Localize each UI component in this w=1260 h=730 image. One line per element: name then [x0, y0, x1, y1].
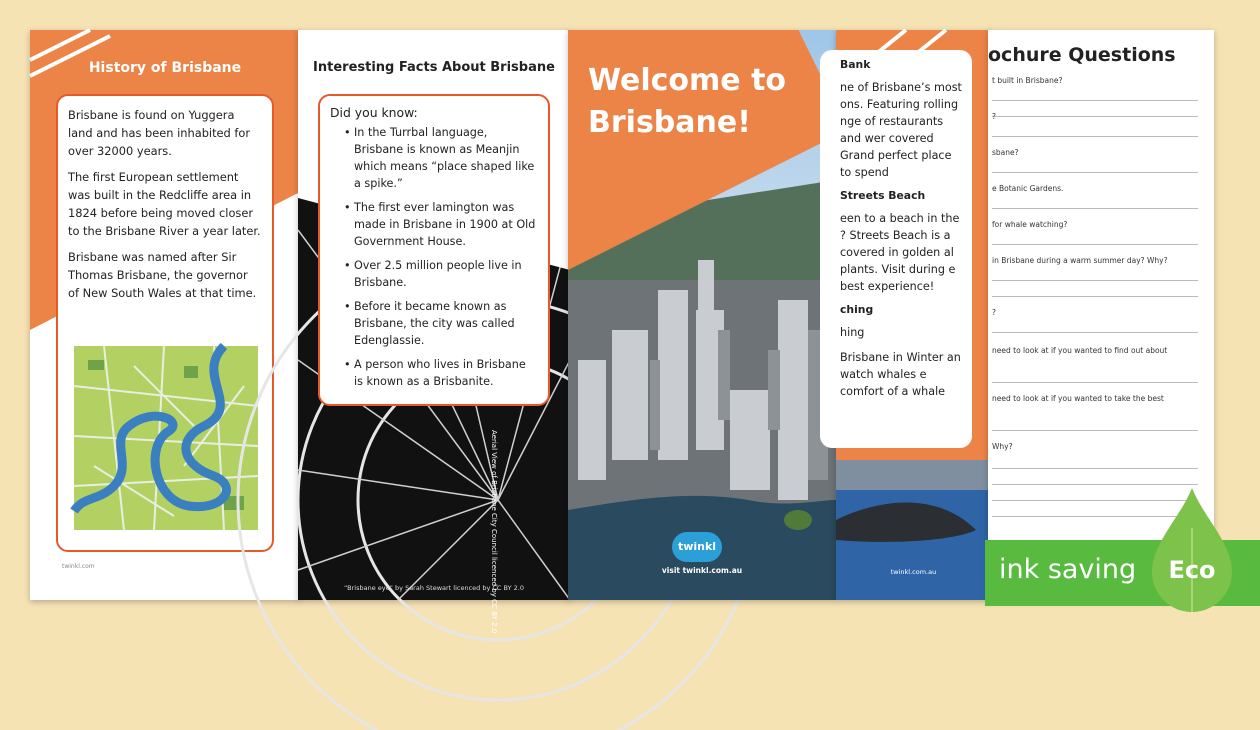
- southbank-card: [820, 50, 972, 448]
- question-text: for whale watching?: [992, 220, 1068, 229]
- history-panel: [30, 30, 300, 600]
- southbank-panel: [836, 30, 991, 600]
- fact-item: • A person who lives in Brisbane is known as a Brisbanite.: [344, 356, 538, 390]
- question-text: Why?: [992, 442, 1013, 451]
- facts-list: [330, 124, 538, 390]
- section-heading: Streets Beach: [840, 189, 926, 202]
- footer-text: twinkl.com: [62, 563, 95, 570]
- answer-line: [992, 382, 1198, 383]
- twinkl-logo: twinkl: [672, 532, 722, 562]
- question-text: e Botanic Gardens.: [992, 184, 1064, 193]
- cover-url: visit twinkl.com.au: [661, 566, 743, 575]
- section-text: een to a beach in the ? Streets Beach is a covered in golden al plants. Visit during e best experience!: [840, 212, 960, 293]
- history-paragraph: Brisbane is found on Yuggera land and has been inhabited for over 32000 years.: [68, 108, 251, 158]
- section-text: ne of Brisbane’s most ons. Featuring rolling nge of restaurants and wer covered Grand perfect place to spend: [840, 81, 962, 179]
- fact-item: • Before it became known as Brisbane, the city was called Edenglassie.: [344, 298, 538, 349]
- facts-panel: [298, 30, 570, 600]
- question-text: need to look at if you wanted to find out about: [992, 346, 1168, 355]
- section-text: Brisbane in Winter an watch whales e comfort of a whale: [840, 351, 961, 398]
- answer-line: [992, 100, 1198, 101]
- fact-item: • Over 2.5 million people live in Brisbane.: [344, 257, 538, 291]
- answer-line: [992, 208, 1198, 209]
- fact-item: • In the Turrbal language, Brisbane is known as Meanjin which means “place shaped like a spike.”: [344, 124, 538, 192]
- facts-heading: Did you know:: [330, 105, 418, 120]
- whale-photo: [836, 460, 991, 600]
- section-heading: Bank: [840, 58, 871, 71]
- cover-title: Welcome to Brisbane!: [588, 63, 787, 140]
- brisbane-map-image: [74, 346, 258, 530]
- questions-title: ochure Questions: [988, 44, 1176, 66]
- ink-saving-label: ink saving: [999, 554, 1137, 585]
- question-text: need to look at if you wanted to take the best: [992, 394, 1164, 403]
- section-heading: ching: [840, 303, 874, 316]
- map-graphic: [74, 346, 258, 530]
- answer-line: [992, 244, 1198, 245]
- question-text: ?: [992, 112, 996, 121]
- answer-line: [992, 296, 1198, 297]
- answer-line: [992, 484, 1198, 485]
- cover-panel: [490, 30, 836, 634]
- question-text: in Brisbane during a warm summer day? Why?: [992, 256, 1168, 265]
- answer-line: [992, 172, 1198, 173]
- answer-line: [992, 468, 1198, 469]
- vertical-credit: Aerial View of Brisbane City Council licenced by CC BY 2.0: [490, 430, 498, 634]
- question-text: t built in Brisbane?: [992, 76, 1063, 85]
- eco-drop-icon: [1152, 488, 1232, 612]
- southbank-url: twinkl.com.au: [890, 568, 937, 576]
- eco-label: Eco: [1168, 556, 1216, 584]
- history-card: [56, 94, 274, 552]
- history-paragraph: The first European settlement was built in the Redcliffe area in 1824 before being moved closer to the Brisbane River a year later.: [68, 170, 261, 238]
- section-text: hing: [840, 326, 865, 339]
- photo-credit: “Brisbane eye” by Sarah Stewart licenced by CC BY 2.0: [343, 584, 525, 592]
- facts-title: Interesting Facts About Brisbane: [313, 60, 555, 75]
- facts-card: [318, 94, 550, 406]
- question-text: ?: [992, 308, 996, 317]
- answer-line: [992, 332, 1198, 333]
- answer-line: [992, 280, 1198, 281]
- answer-line: [992, 136, 1198, 137]
- history-paragraph: Brisbane was named after Sir Thomas Brisbane, the governor of New South Wales at that time.: [68, 250, 257, 300]
- history-title: History of Brisbane: [88, 60, 242, 76]
- question-text: sbane?: [992, 148, 1019, 157]
- fact-item: • The first ever lamington was made in Brisbane in 1900 at Old Government House.: [344, 199, 538, 250]
- answer-line: [992, 430, 1198, 431]
